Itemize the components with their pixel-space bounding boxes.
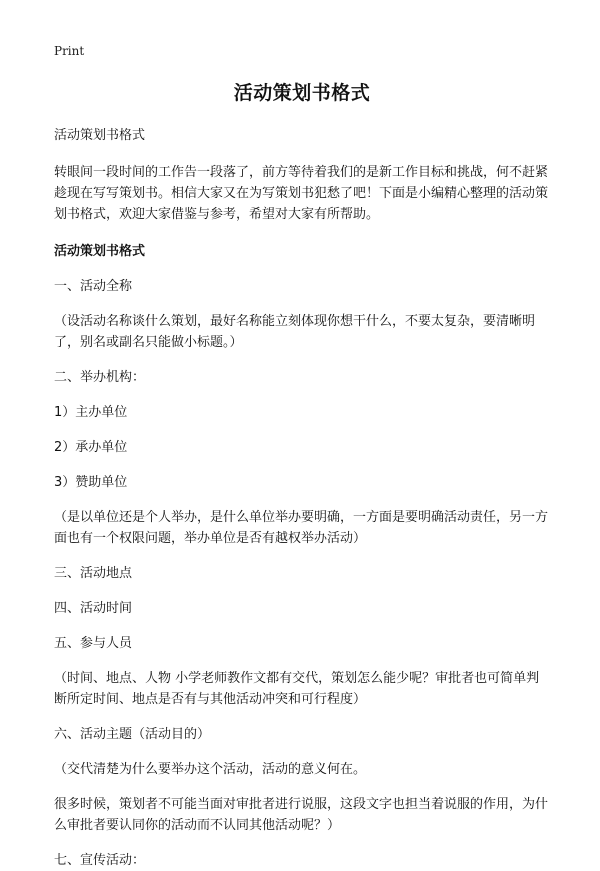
item-undertaker: 2）承办单位	[54, 440, 128, 455]
subtitle: 活动策划书格式	[54, 128, 146, 143]
item-sponsor: 3）赞助单位	[54, 475, 128, 490]
item-promotion: 七、宣传活动：	[54, 853, 146, 868]
section-heading: 活动策划书格式	[54, 244, 146, 259]
item-location: 三、活动地点	[54, 566, 133, 581]
item-participants: 五、参与人员	[54, 636, 133, 651]
item-time: 四、活动时间	[54, 601, 133, 616]
page-title: 活动策划书格式	[233, 82, 371, 104]
note-participants: （时间、地点、人物 小学老师教作文都有交代，策划怎么能少呢？审批者也可简单判断所定时间、地点是否有与其他活动冲突和可行程度）	[54, 671, 540, 707]
note-activity-name: （设活动名称谈什么策划，最好名称能立刻体现你想干什么，不要太复杂，要清晰明了，别名或副名只能做小标题。）	[54, 314, 536, 350]
note-organizers: （是以单位还是个人举办，是什么单位举办要明确，一方面是要明确活动责任，另一方面也有一个权限问题，举办单位是否有越权举办活动）	[54, 510, 549, 546]
item-host: 1）主办单位	[54, 405, 128, 420]
document-body	[54, 78, 550, 871]
item-activity-name: 一、活动全称	[54, 279, 133, 294]
print-link[interactable]: Print	[54, 44, 85, 58]
note-theme-extra: 很多时候，策划者不可能当面对审批者进行说服，这段文字也担当着说服的作用，为什么审批者要认同你的活动而不认同其他活动呢？）	[54, 797, 549, 833]
item-theme: 六、活动主题（活动目的）	[54, 727, 211, 742]
intro-paragraph: 转眼间一段时间的工作告一段落了，前方等待着我们的是新工作目标和挑战，何不赶紧趁现在写写策划书。相信大家又在为写策划书犯愁了吧！下面是小编精心整理的活动策划书格式，欢迎大家借鉴与参考，希望对大家有所帮助。	[54, 165, 549, 222]
item-organizers: 二、举办机构：	[54, 370, 146, 385]
note-theme: （交代清楚为什么要举办这个活动，活动的意义何在。	[54, 762, 367, 777]
